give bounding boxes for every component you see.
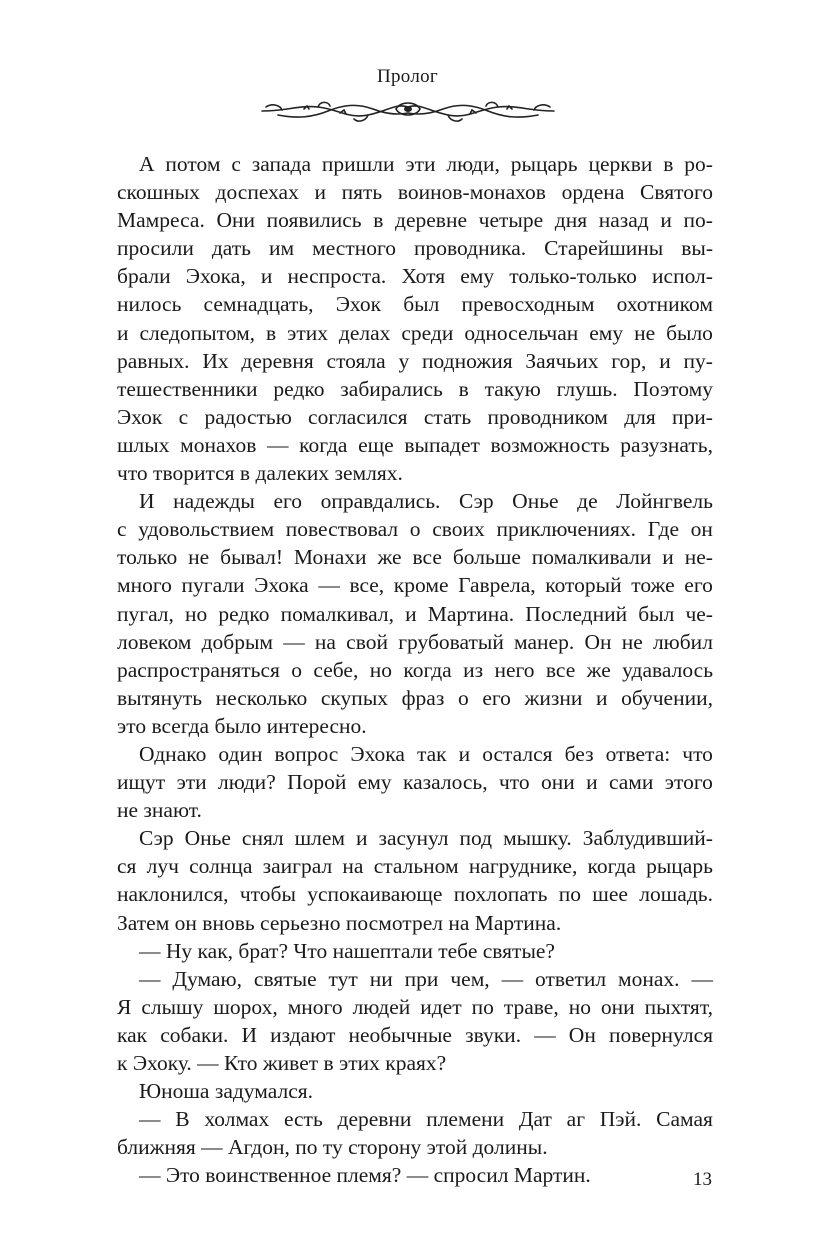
paragraph (117, 937, 713, 965)
text-line: скошных доспехах и пять воинов-монахов ордена Святого (117, 180, 713, 205)
text-line: только не бывал! Монахи же все больше помалкивали и не- (117, 545, 713, 570)
paragraph (117, 150, 713, 487)
text-line: брали Эхока, и неспроста. Хотя ему только-только испол- (117, 264, 713, 289)
text-line: тешественники редко забирались в такую глушь. Поэтому (117, 376, 713, 401)
text-line: ся луч солнца заиграл на стальном нагруднике, когда рыцарь (117, 854, 713, 879)
text-line: Сэр Онье снял шлем и засунул под мышку. Заблудивший- (139, 826, 713, 851)
text-line: ищут эти люди? Порой ему казалось, что они и сами этого (117, 770, 713, 795)
text-line: нилось семнадцать, Эхок был превосходным охотником (117, 292, 713, 317)
text-line: распространяться о себе, но когда из него все же удавалось (117, 657, 713, 682)
text-line: наклонился, чтобы успокаивающе похлопать по шее лошадь. (117, 882, 713, 907)
text-line: и следопытом, в этих делах среди односельчан ему не было (117, 320, 713, 345)
paragraph (117, 487, 713, 740)
text-line: — Думаю, святые тут ни при чем, — ответил монах. — (139, 966, 713, 991)
text-line: много пугали Эхока — все, кроме Гаврела, который тоже его (117, 573, 713, 598)
text-line: Затем он вновь серьезно посмотрел на Мартина. (117, 910, 562, 935)
text-line: это всегда было интересно. (117, 713, 367, 738)
text-line: Мамреса. Они появились в деревне четыре дня назад и по- (117, 208, 713, 233)
text-line: Однако один вопрос Эхока так и остался без ответа: что (139, 741, 713, 766)
text-line: вытянуть несколько скупых фраз о его жизни и обучении, (117, 685, 713, 710)
paragraph (117, 965, 713, 1077)
paragraph (117, 1161, 713, 1189)
text-line: Эхок с радостью согласился стать проводником для при- (117, 404, 713, 429)
text-line: ловеком добрым — на свой грубоватый манер. Он не любил (117, 629, 713, 654)
page-number: 13 (693, 1169, 712, 1190)
text-line: — Это воинственное племя? — спросил Мартин. (139, 1163, 591, 1188)
text-line: к Эхоку. — Кто живет в этих краях? (117, 1051, 447, 1075)
text-line: шлых монахов — когда еще выпадет возможность разузнать, (117, 432, 713, 457)
running-head-title: Пролог (376, 66, 439, 87)
paragraph (117, 740, 713, 824)
text-line: А потом с запада пришли эти люди, рыцарь церкви в ро- (139, 152, 713, 176)
paragraph (117, 824, 713, 936)
text-line: пугал, но редко помалкивал, и Мартина. Последний был че- (117, 601, 713, 626)
text-line: Юноша задумался. (139, 1079, 313, 1104)
text-line: равных. Их деревня стояла у подножия Заячьих гор, и пу- (117, 348, 713, 373)
text-line: с удовольствием повествовал о своих приключениях. Где он (117, 517, 713, 542)
text-line: что творится в далеких землях. (117, 461, 403, 486)
text-line: как собаки. И издают необычные звуки. — Он повернулся (117, 1022, 713, 1047)
paragraph (117, 1105, 713, 1161)
text-line: И надежды его оправдались. Сэр Онье де Лойнгвель (139, 489, 713, 514)
text-line: не знают. (117, 798, 202, 823)
text-line: — В холмах есть деревни племени Дат аг Пэй. Самая (139, 1107, 713, 1132)
text-line: ближняя — Агдон, по ту сторону этой долины. (117, 1135, 548, 1160)
vine-flourish-ornament-icon (258, 97, 558, 127)
text-line: просили дать им местного проводника. Старейшины вы- (117, 236, 713, 261)
text-line: — Ну как, брат? Что нашептали тебе святые? (139, 938, 555, 963)
text-line: Я слышу шорох, много людей идет по траве, но они пыхтят, (117, 994, 713, 1019)
paragraph (117, 1077, 713, 1105)
body-text (117, 150, 713, 1189)
